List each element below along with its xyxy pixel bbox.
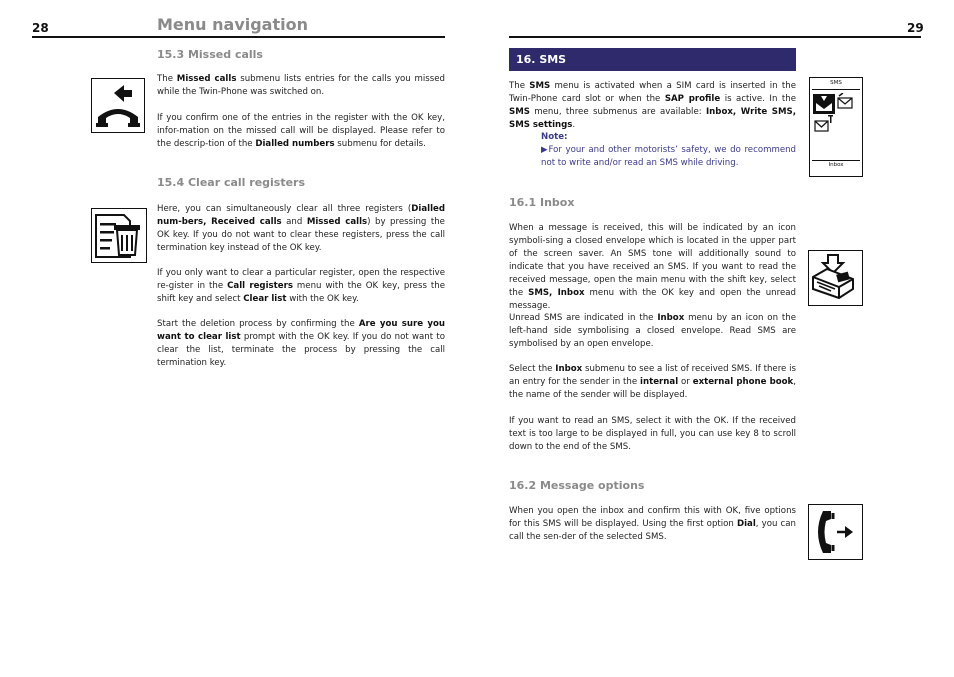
heading-inbox: 16.1 Inbox [509,196,575,209]
screen-footer: Inbox [828,162,844,168]
missed-call-icon [91,78,145,133]
sms-intro-para: The SMS menu is activated when a SIM card is inserted in the Twin-Phone card slot or when the SAP profile is active. In the SMS menu, three submenus are available: Inbox, Write SMS, SMS settings. [509,81,797,130]
missed-calls-para-1: The Missed calls submenu lists entries for the calls you missed while the Twin-Phone was switched on. [157,74,445,97]
note-text: For your and other motorists’ safety, we do recommend not to write and/or read an SMS while driving. [541,145,797,168]
screen-top-rule [812,89,860,90]
clear-registers-icon [91,208,147,263]
note-label: Note: [541,132,568,142]
page-number-right: 29 [907,21,924,35]
note-arrow-icon: ▶ [541,145,549,155]
inbox-para-2: Unread SMS are indicated in the Inbox menu by an icon on the left-hand side symbolising a closed envelope. Read SMS are symbolised by an open envelope. [509,313,796,349]
sms-menu-screen-icon [809,77,863,177]
heading-clear-registers: 15.4 Clear call registers [157,176,306,189]
inbox-para-4: If you want to read an SMS, select it with the OK. If the received text is too large to be displayed in full, you can use key 8 to scroll down to the end of the SMS. [509,416,796,452]
chapter-title: Menu navigation [157,15,308,34]
inbox-para-3: Select the Inbox submenu to see a list of received SMS. If there is an entry for the sender in the internal or external phone book, the name of the sender will be displayed. [509,364,797,400]
safety-note [541,131,796,170]
heading-message-options: 16.2 Message options [509,479,645,492]
inbox-para-1: When a message is received, this will be indicated by an icon symboli-sing a closed envelope which is located in the upper part of the screen saver. An SMS tone will additionally sound to indicate that you have received an SMS. If you want to read the received message, open the main menu with the shift key, select the SMS, Inbox menu with the OK key and open the unread message. [509,223,796,311]
sms-chapter-banner: 16. SMS [509,48,796,71]
screen-bottom-rule [812,160,860,161]
inbox-tray-icon [808,250,863,306]
clear-registers-para-1: Here, you can simultaneously clear all three registers (Dialled num-bers, Received calls and Missed calls) by pressing the OK key. If you do not want to clear these registers, press the call termination key instead of the OK key. [157,204,445,253]
left-header-rule [32,36,445,38]
right-header-rule [509,36,921,38]
message-options-para: When you open the inbox and confirm this with OK, five options for this SMS will be displayed. Using the first option Dial, you can call the sen-der of the selected SMS. [509,506,796,542]
clear-registers-para-3: Start the deletion process by confirming the Are you sure you want to clear list prompt with the OK key. If you do not want to clear the list, terminate the process by pressing the call termination key. [157,319,445,368]
clear-registers-para-2: If you only want to clear a particular register, open the respective re-gister in the Call registers menu with the OK key, press the shift key and select Clear list with the OK key. [157,268,446,304]
missed-calls-para-2: If you confirm one of the entries in the register with the OK key, infor-mation on the missed call will be displayed. Please refer to the descrip-tion of the Dialled numbers submenu for details. [157,113,445,149]
screen-title: SMS [830,80,842,86]
heading-missed-calls: 15.3 Missed calls [157,48,263,61]
page-number-left: 28 [32,21,49,35]
dial-phone-icon [808,504,863,560]
